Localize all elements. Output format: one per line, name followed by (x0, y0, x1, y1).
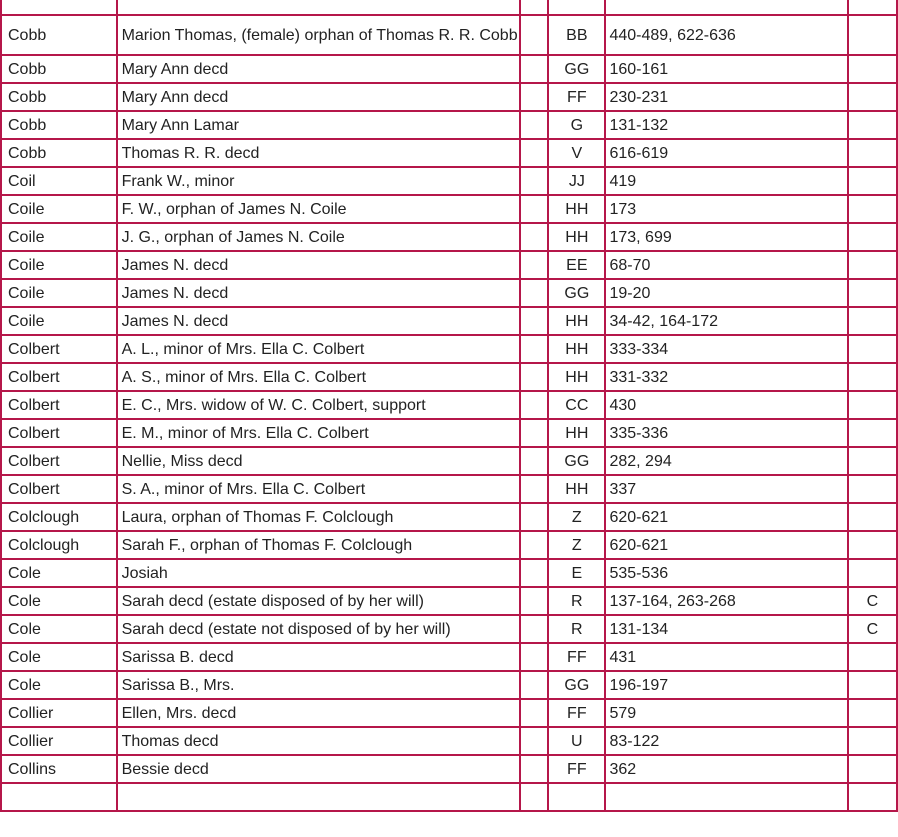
note-cell (848, 15, 897, 55)
table-row (1, 559, 897, 587)
note-cell (848, 0, 897, 15)
surname-cell: Cobb (1, 111, 117, 139)
note-cell (848, 783, 897, 811)
name-cell: Laura, orphan of Thomas F. Colclough (117, 503, 520, 531)
name-cell: Sarah F., orphan of Thomas F. Colclough (117, 531, 520, 559)
pages-cell: 440-489, 622-636 (605, 15, 847, 55)
pages-cell: 579 (605, 699, 847, 727)
table-row (1, 83, 897, 111)
note-cell (848, 279, 897, 307)
table-row (1, 447, 897, 475)
blank-cell (520, 475, 549, 503)
note-cell (848, 167, 897, 195)
note-cell (848, 559, 897, 587)
name-cell: Nellie, Miss decd (117, 447, 520, 475)
name-cell: Sarah decd (estate not disposed of by her will) (117, 615, 520, 643)
blank-cell (520, 251, 549, 279)
surname-cell (1, 0, 117, 15)
pages-cell: 173 (605, 195, 847, 223)
book-cell: HH (548, 419, 605, 447)
blank-cell (520, 727, 549, 755)
table-row (1, 587, 897, 615)
surname-cell: Cole (1, 671, 117, 699)
surname-cell: Cole (1, 587, 117, 615)
note-cell: C (848, 615, 897, 643)
pages-cell: 196-197 (605, 671, 847, 699)
note-cell (848, 363, 897, 391)
note-cell (848, 195, 897, 223)
surname-cell: Coile (1, 307, 117, 335)
pages-cell: 331-332 (605, 363, 847, 391)
note-cell (848, 139, 897, 167)
book-cell (548, 0, 605, 15)
pages-cell: 620-621 (605, 503, 847, 531)
surname-cell: Coile (1, 251, 117, 279)
name-cell: Mary Ann decd (117, 55, 520, 83)
table-row (1, 139, 897, 167)
note-cell (848, 391, 897, 419)
pages-cell (605, 0, 847, 15)
blank-cell (520, 783, 549, 811)
name-cell: Josiah (117, 559, 520, 587)
pages-cell: 83-122 (605, 727, 847, 755)
pages-cell: 333-334 (605, 335, 847, 363)
note-cell (848, 727, 897, 755)
note-cell (848, 419, 897, 447)
table-row (1, 111, 897, 139)
note-cell (848, 671, 897, 699)
name-cell: Sarissa B. decd (117, 643, 520, 671)
book-cell: HH (548, 195, 605, 223)
blank-cell (520, 531, 549, 559)
blank-cell (520, 139, 549, 167)
note-cell (848, 531, 897, 559)
surname-cell: Cobb (1, 83, 117, 111)
table-row (1, 643, 897, 671)
blank-cell (520, 755, 549, 783)
name-cell: James N. decd (117, 279, 520, 307)
blank-cell (520, 503, 549, 531)
name-cell: Thomas R. R. decd (117, 139, 520, 167)
book-cell: Z (548, 503, 605, 531)
table-row (1, 391, 897, 419)
book-cell: HH (548, 223, 605, 251)
book-cell: GG (548, 279, 605, 307)
table-row (1, 475, 897, 503)
pages-cell: 337 (605, 475, 847, 503)
pages-cell: 230-231 (605, 83, 847, 111)
surname-cell: Cobb (1, 15, 117, 55)
name-cell: Thomas decd (117, 727, 520, 755)
note-cell (848, 447, 897, 475)
name-cell: F. W., orphan of James N. Coile (117, 195, 520, 223)
surname-cell: Collier (1, 727, 117, 755)
book-cell: GG (548, 55, 605, 83)
surname-cell: Cole (1, 615, 117, 643)
pages-cell: 430 (605, 391, 847, 419)
name-cell: Marion Thomas, (female) orphan of Thomas R. R. Cobb (117, 15, 520, 55)
book-cell: CC (548, 391, 605, 419)
pages-cell: 34-42, 164-172 (605, 307, 847, 335)
note-cell (848, 307, 897, 335)
surname-cell: Colclough (1, 531, 117, 559)
surname-cell: Cobb (1, 139, 117, 167)
surname-cell: Coile (1, 279, 117, 307)
table-row (1, 531, 897, 559)
book-cell: FF (548, 699, 605, 727)
name-cell: A. S., minor of Mrs. Ella C. Colbert (117, 363, 520, 391)
surname-cell: Coil (1, 167, 117, 195)
book-cell: R (548, 615, 605, 643)
name-cell: Sarissa B., Mrs. (117, 671, 520, 699)
book-cell: FF (548, 83, 605, 111)
blank-cell (520, 55, 549, 83)
name-cell: J. G., orphan of James N. Coile (117, 223, 520, 251)
name-cell: James N. decd (117, 307, 520, 335)
name-cell: Sarah decd (estate disposed of by her will) (117, 587, 520, 615)
table-row (1, 195, 897, 223)
blank-cell (520, 195, 549, 223)
name-cell: Ellen, Mrs. decd (117, 699, 520, 727)
note-cell (848, 111, 897, 139)
records-table-body (1, 0, 897, 811)
pages-cell: 68-70 (605, 251, 847, 279)
blank-cell (520, 615, 549, 643)
blank-cell (520, 0, 549, 15)
note-cell (848, 503, 897, 531)
table-row (1, 363, 897, 391)
pages-cell: 335-336 (605, 419, 847, 447)
book-cell: FF (548, 643, 605, 671)
table-row (1, 727, 897, 755)
pages-cell: 616-619 (605, 139, 847, 167)
pages-cell: 282, 294 (605, 447, 847, 475)
surname-cell: Colbert (1, 447, 117, 475)
name-cell: James N. decd (117, 251, 520, 279)
surname-cell: Cobb (1, 55, 117, 83)
book-cell: FF (548, 755, 605, 783)
table-row (1, 699, 897, 727)
table-row (1, 223, 897, 251)
book-cell: Z (548, 531, 605, 559)
surname-cell: Cole (1, 559, 117, 587)
book-cell: HH (548, 335, 605, 363)
pages-cell: 19-20 (605, 279, 847, 307)
pages-cell: 131-132 (605, 111, 847, 139)
note-cell (848, 755, 897, 783)
blank-cell (520, 587, 549, 615)
note-cell: C (848, 587, 897, 615)
table-row (1, 167, 897, 195)
blank-cell (520, 699, 549, 727)
note-cell (848, 55, 897, 83)
name-cell: E. M., minor of Mrs. Ella C. Colbert (117, 419, 520, 447)
note-cell (848, 251, 897, 279)
table-row (1, 279, 897, 307)
note-cell (848, 643, 897, 671)
table-row (1, 251, 897, 279)
pages-cell: 362 (605, 755, 847, 783)
book-cell: R (548, 587, 605, 615)
blank-cell (520, 111, 549, 139)
surname-cell: Coile (1, 195, 117, 223)
note-cell (848, 83, 897, 111)
pages-cell: 160-161 (605, 55, 847, 83)
surname-cell: Coile (1, 223, 117, 251)
book-cell: HH (548, 363, 605, 391)
pages-cell: 419 (605, 167, 847, 195)
blank-cell (520, 335, 549, 363)
name-cell: Mary Ann Lamar (117, 111, 520, 139)
surname-cell: Colbert (1, 419, 117, 447)
name-cell: Frank W., minor (117, 167, 520, 195)
surname-cell: Colclough (1, 503, 117, 531)
blank-cell (520, 83, 549, 111)
table-row (1, 783, 897, 811)
table-row (1, 419, 897, 447)
note-cell (848, 475, 897, 503)
blank-cell (520, 419, 549, 447)
name-cell (117, 0, 520, 15)
surname-cell: Colbert (1, 363, 117, 391)
book-cell: JJ (548, 167, 605, 195)
surname-cell: Cole (1, 643, 117, 671)
surname-cell: Colbert (1, 335, 117, 363)
book-cell: G (548, 111, 605, 139)
blank-cell (520, 671, 549, 699)
blank-cell (520, 363, 549, 391)
book-cell: HH (548, 475, 605, 503)
pages-cell: 173, 699 (605, 223, 847, 251)
table-row (1, 55, 897, 83)
blank-cell (520, 223, 549, 251)
blank-cell (520, 167, 549, 195)
book-cell: GG (548, 447, 605, 475)
blank-cell (520, 307, 549, 335)
book-cell: U (548, 727, 605, 755)
table-row (1, 307, 897, 335)
surname-cell: Collins (1, 755, 117, 783)
blank-cell (520, 279, 549, 307)
name-cell (117, 783, 520, 811)
name-cell: Bessie decd (117, 755, 520, 783)
name-cell: S. A., minor of Mrs. Ella C. Colbert (117, 475, 520, 503)
blank-cell (520, 643, 549, 671)
table-row (1, 671, 897, 699)
name-cell: A. L., minor of Mrs. Ella C. Colbert (117, 335, 520, 363)
table-row (1, 0, 897, 15)
book-cell: GG (548, 671, 605, 699)
pages-cell: 137-164, 263-268 (605, 587, 847, 615)
book-cell: E (548, 559, 605, 587)
surname-cell: Colbert (1, 475, 117, 503)
surname-cell: Collier (1, 699, 117, 727)
note-cell (848, 223, 897, 251)
surname-cell (1, 783, 117, 811)
pages-cell: 131-134 (605, 615, 847, 643)
book-cell: BB (548, 15, 605, 55)
note-cell (848, 699, 897, 727)
blank-cell (520, 15, 549, 55)
book-cell: EE (548, 251, 605, 279)
blank-cell (520, 559, 549, 587)
table-row (1, 615, 897, 643)
name-cell: E. C., Mrs. widow of W. C. Colbert, support (117, 391, 520, 419)
pages-cell: 535-536 (605, 559, 847, 587)
book-cell: V (548, 139, 605, 167)
pages-cell: 620-621 (605, 531, 847, 559)
table-row (1, 755, 897, 783)
table-row (1, 15, 897, 55)
pages-cell (605, 783, 847, 811)
pages-cell: 431 (605, 643, 847, 671)
book-cell (548, 783, 605, 811)
name-cell: Mary Ann decd (117, 83, 520, 111)
surname-cell: Colbert (1, 391, 117, 419)
blank-cell (520, 447, 549, 475)
note-cell (848, 335, 897, 363)
table-row (1, 335, 897, 363)
blank-cell (520, 391, 549, 419)
table-row (1, 503, 897, 531)
book-cell: HH (548, 307, 605, 335)
